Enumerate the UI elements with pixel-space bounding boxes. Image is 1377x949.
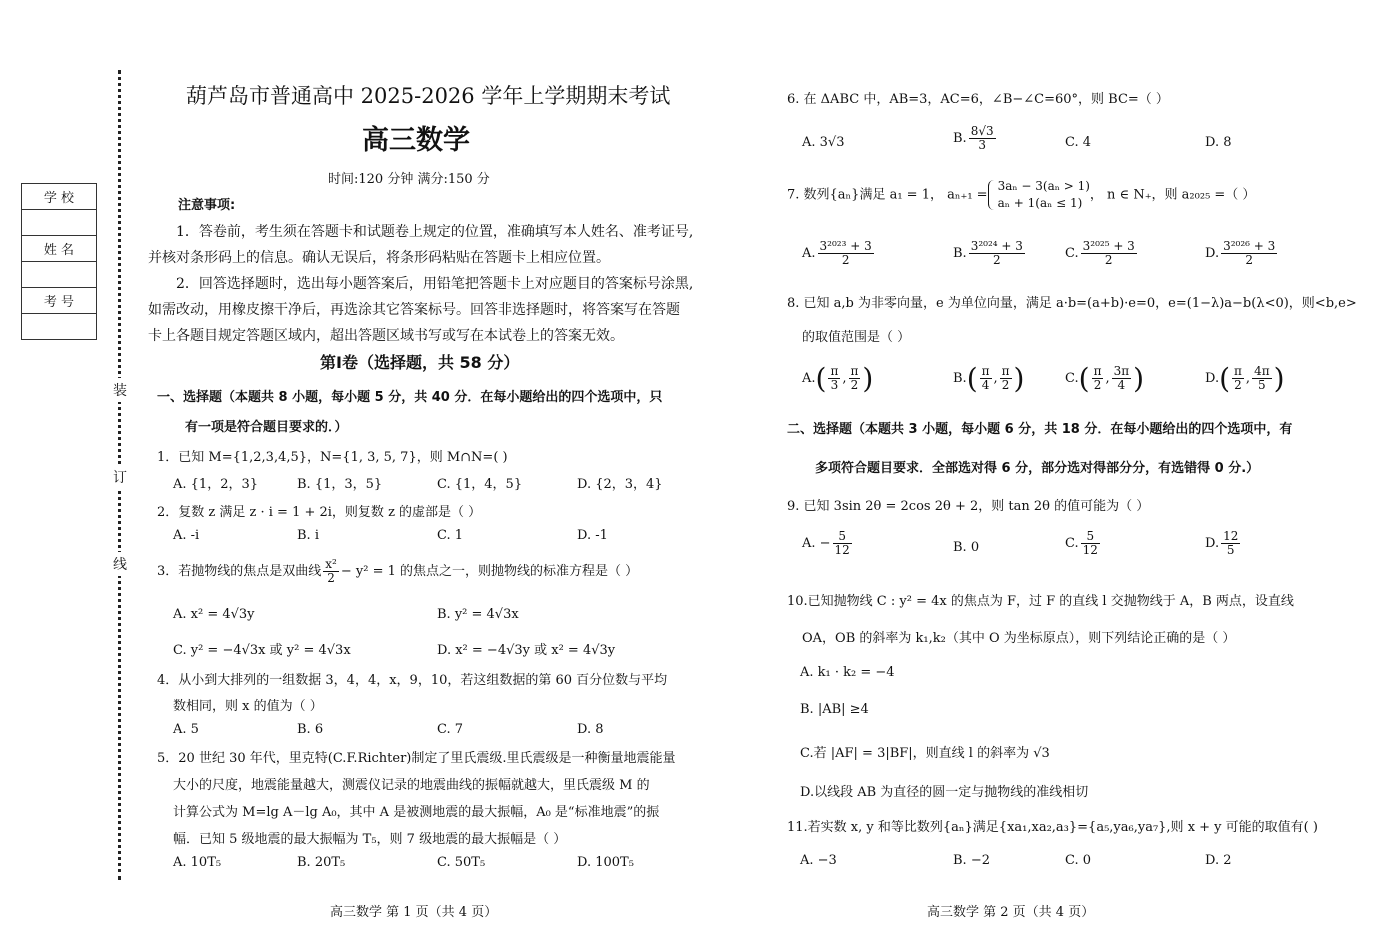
frac-den: 2	[1234, 378, 1242, 392]
q3-stem-pre: 3．若抛物线的焦点是双曲线	[157, 564, 322, 579]
page-footer-right: 高三数学 第 2 页（共 4 页）	[927, 905, 1095, 920]
q7-stem	[787, 178, 1255, 212]
option-letter: C.	[1065, 536, 1079, 551]
frac-den: 2	[850, 378, 859, 392]
subject-title: 高三数学	[362, 125, 470, 156]
q6-option-b-fraction	[969, 125, 996, 152]
option-letter: C.	[1065, 371, 1079, 386]
q5-stem-cont: 计算公式为 M=lg A－lg A₀，其中 A 是被测地震的最大振幅，A₀ 是“标准地震”的振	[173, 805, 660, 820]
notice-line: 卡上各题目规定答题区域内，超出答题区域书写或写在本试卷上的答案无效。	[148, 328, 624, 344]
q8-stem: 8. 已知 a,b 为非零向量，e 为单位向量，满足 a·b=(a+b)·e=0，e=(1−λ)a−b(λ<0)，则<b,e>	[787, 296, 1357, 311]
q3-option-b[interactable]: B. y² = 4√3x	[437, 607, 519, 622]
section-1-heading-cont: 有一项是符合题目要求的．）	[185, 420, 348, 435]
left-paren: (	[815, 362, 827, 395]
frac-num: 3²⁰²³ + 3	[819, 239, 872, 253]
q4-option-c[interactable]: C. 7	[437, 722, 464, 737]
q11-option-c[interactable]: C. 0	[1065, 853, 1092, 868]
q3-stem-post: − y² = 1 的焦点之一，则抛物线的标准方程是（ ）	[340, 564, 639, 579]
q7-option-d[interactable]	[1205, 240, 1279, 267]
student-info-box	[21, 183, 97, 340]
name-field[interactable]	[22, 262, 97, 288]
q2-option-a[interactable]: A. -i	[173, 528, 200, 543]
q1-option-d[interactable]: D. {2，3，4}	[577, 477, 663, 492]
q11-stem: 11.若实数 x, y 和等比数列{aₙ}满足{xa₁,xa₂,a₃}={a₅,ya₆,ya₇},则 x + y 可能的取值有( )	[787, 820, 1318, 835]
q5-stem-cont: 幅．已知 5 级地震的最大振幅为 T₅，则 7 级地震的最大振幅是（ ）	[173, 832, 567, 847]
frac-den: 5	[1258, 378, 1266, 392]
frac-num: π	[850, 364, 859, 378]
q9-option-c[interactable]	[1065, 530, 1102, 557]
frac	[849, 365, 861, 392]
frac-num: 3²⁰²⁴ + 3	[970, 239, 1023, 253]
q9-option-d[interactable]	[1205, 530, 1242, 557]
q10-stem: 10.已知抛物线 C : y² = 4x 的焦点为 F，过 F 的直线 l 交抛物线于 A，B 两点，设直线	[787, 594, 1294, 609]
option-letter: A.	[802, 371, 816, 386]
frac-den: 4	[981, 378, 990, 392]
q3-frac-den: 2	[327, 571, 335, 585]
binding-label-ding: 订	[113, 465, 127, 489]
school-label: 学 校	[22, 184, 97, 210]
q3-frac-num: x²	[325, 557, 337, 571]
q1-option-c[interactable]: C. {1，4，5}	[437, 477, 523, 492]
frac-num: 5	[833, 530, 852, 544]
option-letter: A. −	[802, 536, 831, 551]
q3-option-a[interactable]: A. x² = 4√3y	[173, 607, 255, 622]
volume-heading: 第Ⅰ卷（选择题，共 58 分）	[320, 353, 520, 372]
frac-num: π	[830, 364, 839, 378]
q9-stem: 9. 已知 3sin 2θ = 2cos 2θ + 2，则 tan 2θ 的值可能为（ ）	[787, 499, 1150, 514]
q6-option-c[interactable]: C. 4	[1065, 135, 1092, 150]
q7-case-2: aₙ + 1(aₙ ≤ 1)	[997, 196, 1083, 210]
q4-option-b[interactable]: B. 6	[297, 722, 324, 737]
q9-option-a[interactable]	[802, 530, 854, 557]
q11-option-b[interactable]: B. −2	[953, 853, 990, 868]
q7-stem-pre: 7. 数列{aₙ}满足 a₁ = 1， aₙ₊₁ =	[787, 187, 988, 203]
right-paren: )	[1013, 362, 1025, 395]
q3-option-d[interactable]: D. x² = −4√3y 或 x² = 4√3y	[437, 643, 616, 658]
right-paren: )	[862, 362, 874, 395]
q3-fraction	[323, 558, 339, 585]
frac-den: 2	[992, 253, 1001, 267]
frac	[1252, 365, 1272, 392]
left-paren: (	[966, 362, 978, 395]
q10-stem-cont: OA，OB 的斜率为 k₁,k₂（其中 O 为坐标原点），则下列结论正确的是（ ）	[802, 631, 1236, 646]
q11-option-a[interactable]: A. −3	[800, 853, 837, 868]
q1-option-b[interactable]: B. {1，3，5}	[297, 477, 383, 492]
name-label: 姓 名	[22, 236, 97, 262]
left-paren: (	[1219, 362, 1231, 395]
frac	[1232, 365, 1244, 392]
frac	[1000, 365, 1012, 392]
q5-option-d[interactable]: D. 100T₅	[577, 855, 634, 870]
frac-num: 3π	[1113, 364, 1130, 378]
frac-den: 3	[978, 138, 986, 152]
notice-line: 2．回答选择题时，选出每小题答案后，用铅笔把答题卡上对应题目的答案标号涂黑,	[176, 276, 694, 292]
right-paren: )	[1133, 362, 1145, 395]
q2-option-b[interactable]: B. i	[297, 528, 319, 543]
right-paren: )	[1273, 362, 1285, 395]
frac	[980, 365, 992, 392]
exam-title: 葫芦岛市普通高中 2025-2026 学年上学期期末考试	[186, 84, 671, 108]
binding-label-zhuang: 装	[113, 378, 127, 402]
q6-stem: 6. 在 ΔABC 中，AB=3，AC=6，∠B−∠C=60°，则 BC=（ ）	[787, 92, 1169, 107]
q1-option-a[interactable]: A. {1，2，3}	[173, 477, 259, 492]
frac-den: 2	[1104, 253, 1113, 267]
section-2-heading-cont: 多项符合题目要求．全部选对得 6 分，部分选对得部分分，有选错得 0 分.）	[815, 461, 1260, 476]
q8-option-a[interactable]: A.( $\frac{\pi}{3}$ , $\frac{\pi}{2}$ )	[802, 362, 874, 395]
q10-option-d[interactable]: D.以线段 AB 为直径的圆一定与抛物线的准线相切	[800, 785, 1089, 800]
frac-den: 12	[1082, 543, 1098, 557]
q10-option-a[interactable]: A. k₁ · k₂ = −4	[800, 665, 895, 680]
q5-stem-cont: 大小的尺度，地震能量越大，测震仪记录的地震曲线的振幅就越大，里氏震级 M 的	[173, 778, 650, 793]
page-footer-left: 高三数学 第 1 页（共 4 页）	[330, 905, 498, 920]
frac	[1221, 530, 1240, 557]
q7-stem-post: ， n ∈ N₊，则 a₂₀₂₅ =（ ）	[1089, 187, 1256, 203]
q8-option-c[interactable]: C.( $\frac{\pi}{2}$ , $\frac{3\pi}{4}$ )	[1065, 362, 1145, 395]
frac-num: π	[1001, 364, 1010, 378]
frac-num: 4π	[1254, 364, 1270, 378]
q6-option-d[interactable]: D. 8	[1205, 135, 1232, 150]
frac-num: 3²⁰²⁵ + 3	[1082, 239, 1135, 253]
q7-piecewise	[988, 178, 1090, 212]
option-letter: B.	[953, 246, 967, 261]
notice-heading: 注意事项:	[178, 198, 236, 213]
frac-den: 4	[1117, 378, 1126, 392]
q1-stem: 1．已知 M={1,2,3,4,5}，N={1, 3, 5, 7}，则 M∩N=( )	[157, 450, 508, 465]
q7-option-b[interactable]	[953, 240, 1027, 267]
notice-line: 如需改动，用橡皮擦干净后，再选涂其它答案标号。回答非选择题时，将答案写在答题	[148, 302, 680, 318]
frac	[828, 365, 840, 392]
binding-label-xian: 线	[113, 552, 127, 576]
frac-num: 5	[1081, 530, 1100, 544]
q7-option-a[interactable]	[802, 240, 876, 267]
q4-option-a[interactable]: A. 5	[173, 722, 199, 737]
q5-option-a[interactable]: A. 10T₅	[173, 855, 222, 870]
section-2-heading: 二、选择题（本题共 3 小题，每小题 6 分，共 18 分．在每小题给出的四个选项中，有	[787, 422, 1293, 437]
frac-num: π	[981, 364, 990, 378]
q5-option-b[interactable]: B. 20T₅	[297, 855, 346, 870]
frac-den: 5	[1226, 543, 1235, 557]
exam-number-field[interactable]	[22, 314, 97, 340]
frac-num: 3²⁰²⁶ + 3	[1223, 239, 1276, 253]
q11-option-d[interactable]: D. 2	[1205, 853, 1232, 868]
q6-option-b[interactable]	[953, 125, 998, 152]
frac-den: 2	[1093, 378, 1102, 392]
q7-b-fraction	[969, 240, 1025, 267]
frac	[1092, 365, 1104, 392]
frac-num: 12	[1223, 529, 1239, 543]
option-letter: B.	[953, 371, 967, 386]
option-letter: D.	[1205, 371, 1220, 386]
q10-option-c[interactable]: C.若 |AF| = 3|BF|，则直线 l 的斜率为 √3	[800, 746, 1050, 761]
frac-den: 3	[830, 378, 839, 392]
q8-option-b[interactable]: B.( $\frac{\pi}{4}$ , $\frac{\pi}{2}$ )	[953, 362, 1025, 395]
q6-option-a[interactable]: A. 3√3	[802, 135, 845, 150]
q8-option-d[interactable]: D.( $\frac{\pi}{2}$ , $\frac{4\pi}{5}$ )	[1205, 362, 1285, 395]
q10-option-b[interactable]: B. |AB| ≥4	[800, 702, 869, 717]
q3-stem	[157, 558, 638, 585]
notice-line: 并核对条形码上的信息。确认无误后，将条形码粘贴在答题卡上相应位置。	[148, 250, 610, 266]
q2-option-d[interactable]: D. -1	[577, 528, 608, 543]
q7-option-c[interactable]	[1065, 240, 1139, 267]
left-paren: (	[1078, 362, 1090, 395]
q5-stem: 5．20 世纪 30 年代，里克特(C.F.Richter)制定了里氏震级.里氏震级是一种衡量地震能量	[157, 751, 676, 766]
frac-num: π	[1234, 364, 1242, 378]
q3-option-c[interactable]: C. y² = −4√3x 或 y² = 4√3x	[173, 643, 351, 658]
q9-option-b[interactable]: B. 0	[953, 540, 980, 555]
q4-option-d[interactable]: D. 8	[577, 722, 604, 737]
frac-den: 2	[1001, 378, 1010, 392]
school-field[interactable]	[22, 210, 97, 236]
frac	[833, 530, 852, 557]
frac-num: π	[1093, 364, 1102, 378]
frac-den: 2	[1245, 253, 1254, 267]
q2-stem: 2．复数 z 满足 z · i = 1 + 2i，则复数 z 的虚部是（ ）	[157, 505, 482, 520]
frac	[1081, 530, 1100, 557]
q2-option-c[interactable]: C. 1	[437, 528, 464, 543]
frac-den: 12	[834, 543, 850, 557]
frac	[1112, 365, 1132, 392]
q7-case-1: 3aₙ − 3(aₙ > 1)	[997, 179, 1090, 193]
q7-c-fraction	[1081, 240, 1137, 267]
time-score: 时间:120 分钟 满分:150 分	[328, 172, 490, 187]
option-letter: A.	[802, 246, 816, 261]
q8-stem-cont: 的取值范围是（ ）	[802, 330, 911, 345]
q6-option-b-letter: B.	[953, 131, 967, 146]
q7-a-fraction	[818, 240, 874, 267]
q7-d-fraction	[1221, 240, 1277, 267]
frac-den: 2	[841, 253, 850, 267]
q4-stem: 4．从小到大排列的一组数据 3，4，4，x，9，10，若这组数据的第 60 百分位数与平均	[157, 673, 668, 688]
section-1-heading: 一、选择题（本题共 8 小题，每小题 5 分，共 40 分．在每小题给出的四个选项中，只	[157, 390, 663, 405]
option-letter: C.	[1065, 246, 1079, 261]
q4-stem-cont: 数相同，则 x 的值为（ ）	[173, 699, 323, 714]
exam-number-label: 考 号	[22, 288, 97, 314]
option-letter: D.	[1205, 536, 1220, 551]
q5-option-c[interactable]: C. 50T₅	[437, 855, 486, 870]
frac-num: 8√3	[970, 124, 994, 138]
notice-line: 1．答卷前，考生须在答题卡和试题卷上规定的位置，准确填写本人姓名、准考证号,	[176, 224, 694, 240]
option-letter: D.	[1205, 246, 1220, 261]
